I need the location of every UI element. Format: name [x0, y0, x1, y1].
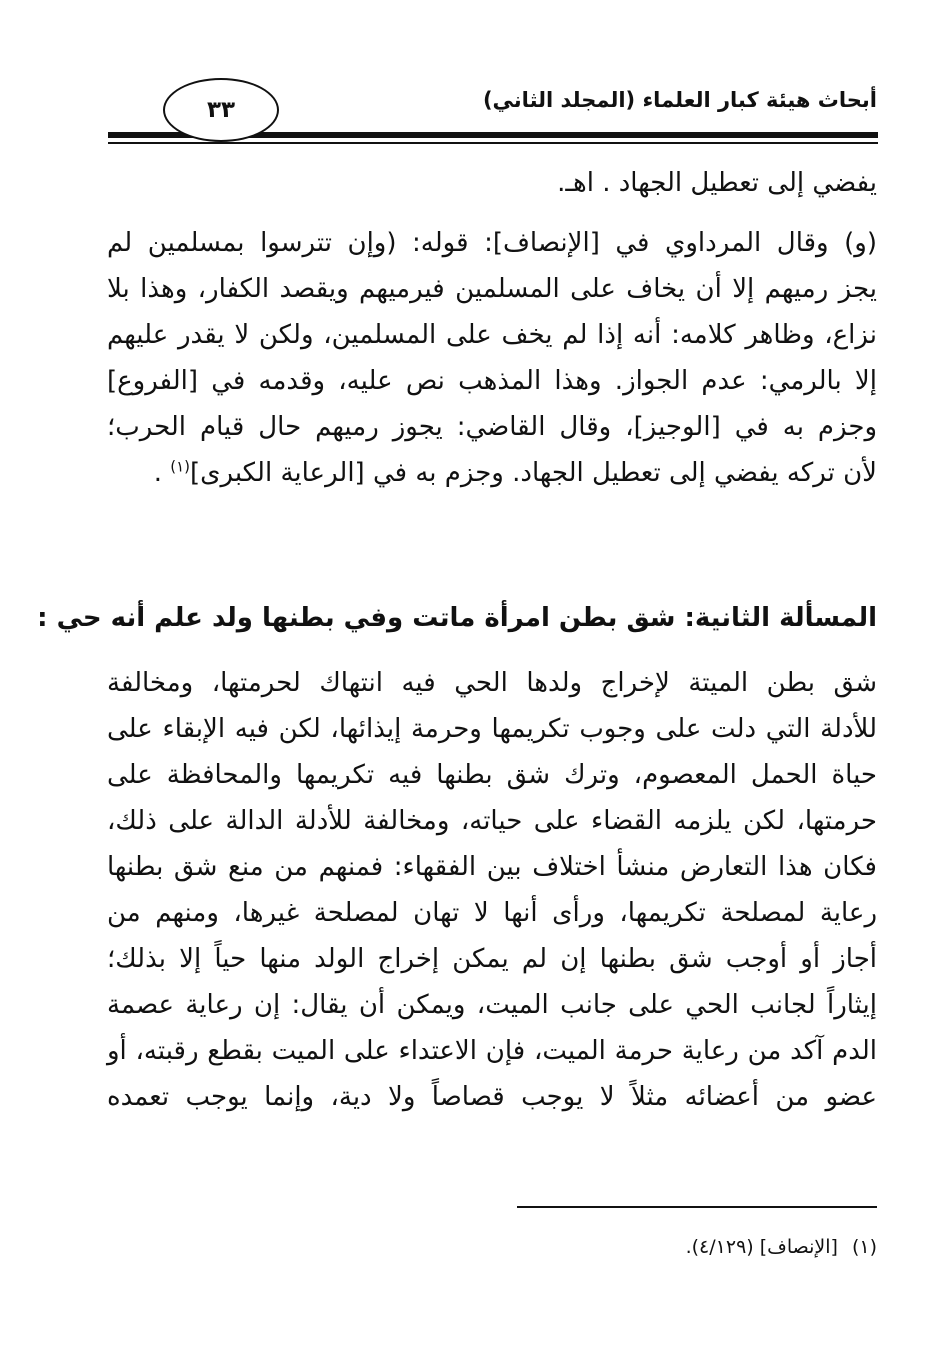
text-line: حرمتها، لكن يلزمه القضاء على حياته، ومخالفة للأدلة الدالة على ذلك،: [107, 806, 877, 836]
header-rule-thin: [108, 142, 878, 144]
text-line: (و) وقال المرداوي في [الإنصاف]: قوله: (وإن تترسوا بمسلمين لم: [107, 228, 877, 258]
footnote-reference[interactable]: (١): [170, 457, 190, 476]
paragraph-section-body: [107, 660, 877, 1120]
text-line: نزاع، وظاهر كلامه: أنه إذا لم يخف على المسلمين، ولكن لا يقدر عليهم: [107, 320, 877, 350]
text-line: شق بطن الميتة لإخراج ولدها الحي فيه انتهاك لحرمتها، ومخالفة: [107, 668, 877, 698]
paragraph-mardawi-quote: [107, 220, 877, 496]
text-line: إلا بالرمي: عدم الجواز. وهذا المذهب نص عليه، وقدمه في [الفروع]: [107, 366, 877, 396]
text-line-last: [107, 450, 877, 496]
text-line: للأدلة التي دلت على وجوب تكريمها وحرمة إيذائها، لكن فيه الإبقاء على: [107, 714, 877, 744]
text-line-content: لأن تركه يفضي إلى تعطيل الجهاد. وجزم به في [الرعاية الكبرى]: [190, 458, 877, 488]
end-mark: .: [153, 458, 162, 488]
footnote-marker: (١): [851, 1236, 877, 1258]
text-line: أجاز أو أوجب شق بطنها إن لم يمكن إخراج الولد منها حياً إلا بذلك؛: [107, 944, 877, 974]
page-number-oval: [163, 78, 279, 142]
text-line: عضو من أعضائه مثلاً لا يوجب قصاصاً ولا دية، وإنما يوجب تعمده: [107, 1082, 877, 1112]
text-line: يجز رميهم إلا أن يخاف على المسلمين فيرميهم ويقصد الكفار، وهذا بلا: [107, 274, 877, 304]
text-line: فكان هذا التعارض منشأ اختلاف بين الفقهاء: فمنهم من منع شق بطنها: [107, 852, 877, 882]
running-title: أبحاث هيئة كبار العلماء (المجلد الثاني): [482, 88, 877, 112]
text-line: رعاية لمصلحة تكريمها، ورأى أنها لا تهان لمصلحة غيرها، ومنهم من: [107, 898, 877, 928]
text-line: وجزم به في [الوجيز]، وقال القاضي: يجوز رميهم حال قيام الحرب؛: [107, 412, 877, 442]
text-line: إيثاراً لجانب الحي على جانب الميت، ويمكن أن يقال: إن رعاية عصمة: [107, 990, 877, 1020]
page-number: ٣٣: [206, 97, 236, 123]
footnote-text: [الإنصاف] (٤/١٢٩).: [685, 1236, 838, 1258]
section-heading: المسألة الثانية: شق بطن امرأة ماتت وفي بطنها ولد علم أنه حي :: [37, 603, 877, 633]
text-line: الدم آكد من رعاية حرمة الميت، فإن الاعتداء على الميت بقطع رقبته، أو: [107, 1036, 877, 1066]
footnote-separator: [517, 1206, 877, 1208]
footnote: [686, 1236, 877, 1258]
paragraph-continuation: [107, 160, 877, 206]
text-line: حياة الحمل المعصوم، وترك شق بطنها فيه تكريمها والمحافظة على: [107, 760, 877, 790]
text-line: يفضي إلى تعطيل الجهاد . اهـ.: [557, 168, 877, 198]
